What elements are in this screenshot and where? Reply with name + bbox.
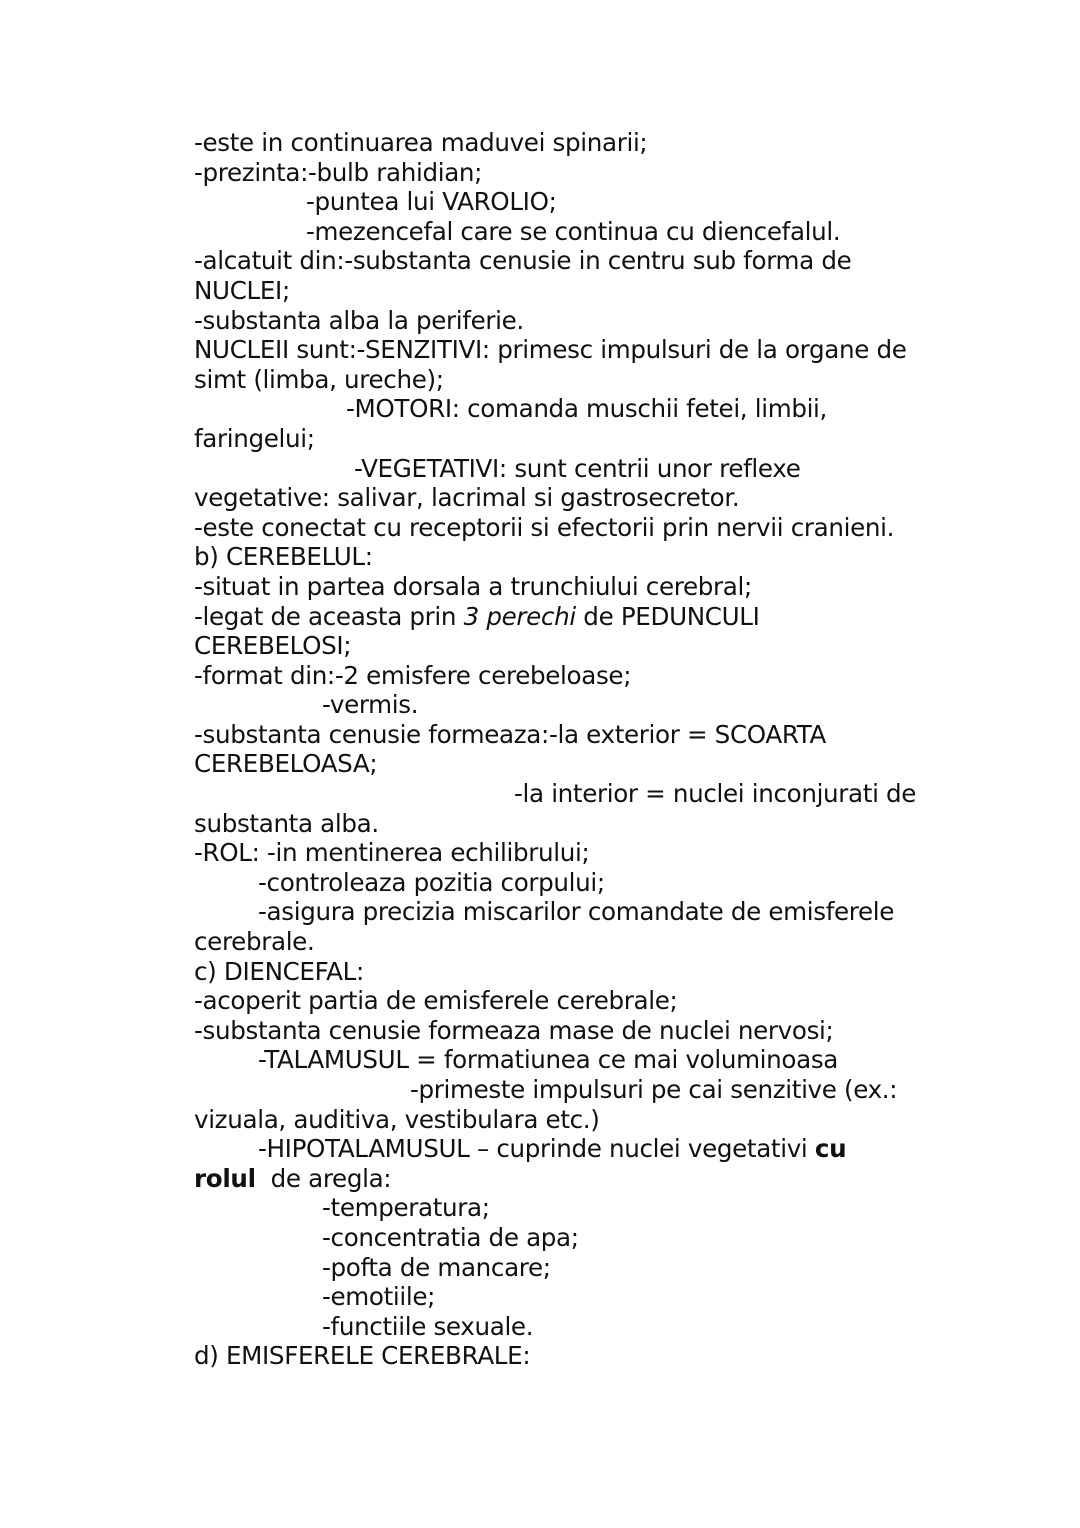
text-line [194, 335, 974, 365]
text-line [194, 276, 974, 306]
text-segment: -ROL: -in mentinerea echilibrului; [194, 838, 590, 868]
text-line [194, 394, 974, 424]
text-line [194, 927, 974, 957]
text-segment: de aregla: [255, 1163, 392, 1193]
text-segment: simt (limba, ureche); [194, 364, 444, 394]
text-line [194, 661, 974, 691]
text-segment: -pofta de mancare; [322, 1252, 551, 1282]
text-line [194, 1253, 974, 1283]
text-line [194, 720, 974, 750]
text-segment: -mezencefal care se continua cu diencefalul. [306, 216, 841, 246]
text-line [194, 424, 974, 454]
text-segment: -prezinta:-bulb rahidian; [194, 157, 483, 187]
text-line [194, 749, 974, 779]
text-segment: -primeste impulsuri pe cai senzitive (ex.: [410, 1075, 898, 1104]
text-segment: NUCLEII sunt:-SENZITIVI: primesc impulsuri de la organe de [194, 335, 907, 365]
text-line [194, 1193, 974, 1223]
text-line [194, 246, 974, 276]
text-segment: c) DIENCEFAL: [194, 956, 364, 986]
text-line [194, 1045, 974, 1075]
text-segment: -la interior = nuclei inconjurati de [514, 779, 917, 809]
text-segment: -format din:-2 emisfere cerebeloase; [194, 660, 632, 690]
text-line [194, 868, 974, 898]
text-segment: NUCLEI; [194, 275, 290, 305]
text-segment: -VEGETATIVI: sunt centrii unor reflexe [354, 453, 801, 483]
text-segment: -functiile sexuale. [322, 1311, 534, 1341]
text-segment: -substanta alba la periferie. [194, 305, 524, 335]
text-line [194, 187, 974, 217]
text-line [194, 897, 974, 927]
text-segment: de PEDUNCULI [575, 601, 760, 631]
text-line [194, 602, 974, 632]
text-segment: -concentratia de apa; [322, 1222, 579, 1252]
text-segment: -TALAMUSUL = formatiunea ce mai voluminoasa [258, 1045, 839, 1075]
text-segment: vizuala, auditiva, vestibulara etc.) [194, 1104, 600, 1134]
text-line [194, 306, 974, 336]
text-segment: CEREBELOSI; [194, 631, 352, 661]
text-line [194, 1223, 974, 1253]
text-segment: substanta alba. [194, 808, 379, 838]
text-segment: cerebrale. [194, 927, 315, 957]
text-line [194, 1164, 974, 1194]
text-segment: -MOTORI: comanda muschii fetei, limbii, [346, 394, 828, 424]
text-segment: -vermis. [322, 690, 419, 720]
text-segment: -temperatura; [322, 1193, 490, 1223]
text-segment: -substanta cenusie formeaza:-la exterior = SCOARTA [194, 719, 826, 749]
text-line [194, 572, 974, 602]
text-line [194, 1312, 974, 1342]
text-segment: -controleaza pozitia corpului; [258, 867, 605, 897]
italic-text: 3 perechi [463, 601, 576, 631]
text-line [194, 1105, 974, 1135]
text-line [194, 513, 974, 543]
text-segment: -alcatuit din:-substanta cenusie in centru sub forma de [194, 246, 852, 276]
text-line [194, 1075, 974, 1105]
text-line [194, 631, 974, 661]
text-segment: CEREBELOASA; [194, 749, 378, 779]
text-line [194, 483, 974, 513]
document-page [194, 128, 974, 1371]
text-segment: -acoperit partia de emisferele cerebrale; [194, 986, 678, 1016]
text-line [194, 809, 974, 839]
text-line [194, 838, 974, 868]
text-segment: d) EMISFERELE CEREBRALE: [194, 1341, 531, 1371]
bold-text: rolul [194, 1163, 256, 1193]
text-segment: -asigura precizia miscarilor comandate de emisferele [258, 897, 895, 927]
text-segment: -este in continuarea maduvei spinarii; [194, 128, 648, 157]
bold-text: cu [814, 1134, 847, 1164]
text-line [194, 365, 974, 395]
text-line [194, 542, 974, 572]
text-segment: -emotiile; [322, 1282, 436, 1312]
text-line [194, 690, 974, 720]
text-line [194, 1134, 974, 1164]
text-line [194, 986, 974, 1016]
text-segment: -este conectat cu receptorii si efectorii prin nervii cranieni. [194, 512, 895, 542]
text-line [194, 957, 974, 987]
text-segment: vegetative: salivar, lacrimal si gastrosecretor. [194, 483, 740, 513]
text-segment: -HIPOTALAMUSUL – cuprinde nuclei vegetativi [258, 1134, 815, 1164]
text-line [194, 128, 974, 158]
text-line [194, 1341, 974, 1371]
text-segment: -substanta cenusie formeaza mase de nuclei nervosi; [194, 1015, 834, 1045]
text-line [194, 158, 974, 188]
text-line [194, 779, 974, 809]
text-line [194, 217, 974, 247]
text-line [194, 1016, 974, 1046]
text-segment: -situat in partea dorsala a trunchiului cerebral; [194, 571, 752, 601]
text-line [194, 1282, 974, 1312]
text-segment: b) CEREBELUL: [194, 542, 373, 572]
text-segment: -legat de aceasta prin [194, 601, 464, 631]
text-line [194, 454, 974, 484]
text-segment: faringelui; [194, 423, 315, 453]
text-segment: -puntea lui VAROLIO; [306, 187, 557, 217]
